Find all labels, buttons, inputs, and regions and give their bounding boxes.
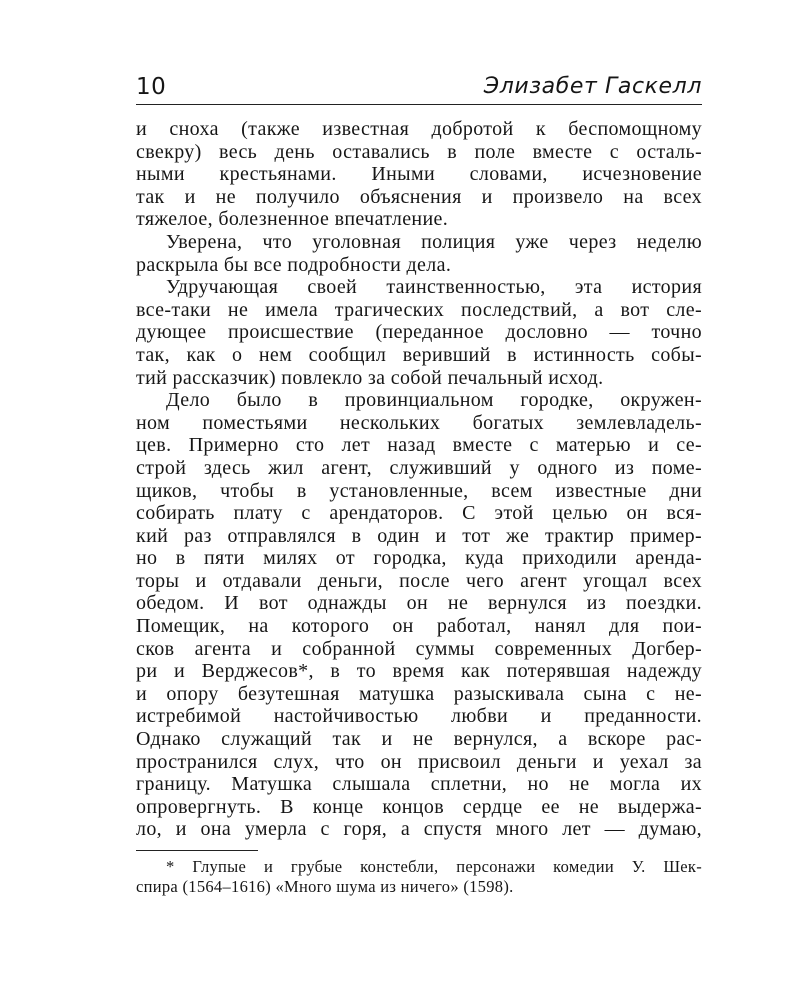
text-line: свекру) весь день оставались в поле вместе с осталь- <box>136 140 702 163</box>
text-line: но в пяти милях от городка, куда приходили аренда- <box>136 547 702 570</box>
text-line: тяжелое, болезненное впечатление. <box>136 208 449 231</box>
text-line: пространился слух, что он присвоил деньги и уехал за <box>136 750 702 773</box>
text-line: тий рассказчик) повлекло за собой печальный исход. <box>136 366 604 389</box>
text-line: кий раз отправлялся в один и тот же трактир пример- <box>136 524 702 547</box>
paragraph <box>136 231 702 276</box>
text-line: собирать плату с арендаторов. С этой целью он вся- <box>136 502 702 525</box>
text-line: сков агента и собранной суммы современных Догбер- <box>136 637 702 660</box>
text-line: цев. Примерно сто лет назад вместе с матерью и се- <box>136 434 702 457</box>
text-line: ными крестьянами. Иными словами, исчезновение <box>136 163 702 186</box>
text-line: щиков, чтобы в установленные, всем известные дни <box>136 479 702 502</box>
text-line: ном поместьями нескольких богатых землевладель- <box>136 411 702 434</box>
text-line: Удручающая своей таинственностью, эта история <box>166 276 702 299</box>
text-line: дующее происшествие (переданное дословно — точно <box>136 321 702 344</box>
text-line: ло, и она умерла с горя, а спустя много лет — думаю, <box>136 818 702 841</box>
text-line: и опору безутешная матушка разыскивала сына с не- <box>136 682 702 705</box>
running-title: Элизабет Гаскелл <box>483 74 702 99</box>
text-line: и сноха (также известная добротой к беспомощному <box>136 118 702 140</box>
main-text <box>136 118 702 841</box>
text-line: границу. Матушка слышала сплетни, но не могла их <box>136 773 702 796</box>
text-line: обедом. И вот однажды он не вернулся из поездки. <box>136 592 702 615</box>
footnote-rule <box>136 850 258 851</box>
paragraph <box>136 389 702 841</box>
text-line: строй здесь жил агент, служивший у одного из поме- <box>136 456 702 479</box>
paragraph <box>136 276 702 389</box>
paragraph <box>136 118 702 231</box>
text-line: так и не получило объяснения и произвело на всех <box>136 185 702 208</box>
text-line: ри и Верджесов*, в то время как потерявшая надежду <box>136 660 702 683</box>
text-line: истребимой настойчивостью любви и преданности. <box>136 705 702 728</box>
text-line: раскрыла бы все подробности дела. <box>136 253 452 276</box>
header-rule <box>136 104 702 105</box>
text-line: Уверена, что уголовная полиция уже через неделю <box>166 230 702 253</box>
text-line: Помещик, на которого он работал, нанял для пои- <box>136 615 702 638</box>
text-line: Дело было в провинциальном городке, окружен- <box>166 389 702 412</box>
footnote-line: спира (1564–1616) «Много шума из ничего» (1598). <box>136 877 514 896</box>
footnote <box>136 857 702 897</box>
text-line: Однако служащий так и не вернулся, а вскоре рас- <box>136 728 702 751</box>
page-number: 10 <box>136 74 167 100</box>
footnote-line: * Глупые и грубые констебли, персонажи комедии У. Шек- <box>166 857 702 876</box>
text-line: все-таки не имела трагических последствий, а вот сле- <box>136 298 702 321</box>
text-line: торы и отдавали деньги, после чего агент угощал всех <box>136 569 702 592</box>
text-line: так, как о нем сообщил веривший в истинность собы- <box>136 343 702 366</box>
running-header <box>136 72 702 104</box>
text-line: опровергнуть. В конце концов сердце ее не выдержа- <box>136 795 702 818</box>
